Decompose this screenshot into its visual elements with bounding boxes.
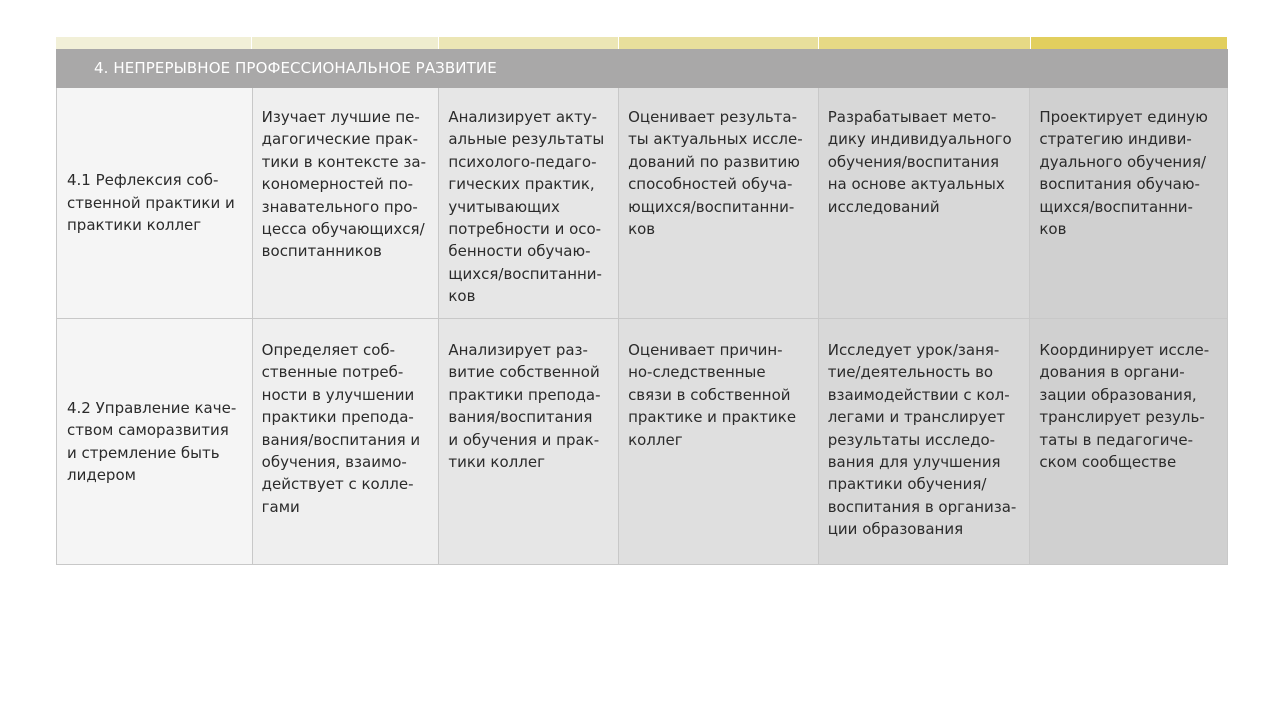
section-title: 4. НЕПРЕРЫВНОЕ ПРОФЕССИОНАЛЬНОЕ РАЗВИТИЕ [56,49,1228,88]
table-cell: Проектирует единую стратегию индиви- дуального обучения/ воспитания обучаю- щихся/воспитанни- ков [1030,88,1227,318]
table-cell: Координирует иссле- дования в органи- зации образования, транслирует резуль- таты в педагогиче- ском сообществе [1030,319,1227,564]
row-label [57,88,253,318]
table-cell: Оценивает результа- ты актуальных иссле- дований по развитию способностей обуча- ющихся/воспитанни- ков [619,88,819,318]
table-cell: Исследует урок/заня- тие/деятельность во взаимодействии с кол- легами и транслирует результаты исследо- вания для улучшения практики обучения/ воспитания в организа- ции образования [819,319,1031,564]
table-row [57,319,1227,565]
strip-segment [439,37,619,49]
table-cell: Разрабатывает мето- дику индивидуального обучения/воспитания на основе актуальных исследований [819,88,1031,318]
row-label-text: 4.1 Рефлексия соб- ственной практики и практики коллег [67,171,235,235]
strip-segment [819,37,1031,49]
table-cell: Анализирует акту- альные результаты психолого-педаго- гических практик, учитывающих потребности и осо- бенности обучаю- щихся/воспитанни- ков [439,88,619,318]
row-label-text: 4.2 Управление каче- ством саморазвития и стремление быть лидером [67,398,237,484]
table-cell: Определяет соб- ственные потреб- ности в улучшении практики препода- вания/воспитания и обучения, взаимо- действует с колле- гами [253,319,440,564]
strip-segment [619,37,819,49]
strip-segment [56,37,252,49]
competency-table [56,37,1228,565]
table-cell: Оценивает причин- но-следственные связи в собственной практике и практике коллег [619,319,819,564]
strip-segment [252,37,439,49]
strip-segment [1031,37,1228,49]
table-row [57,88,1227,319]
table-cell: Анализирует раз- витие собственной практики препода- вания/воспитания и обучения и прак- тики коллег [439,319,619,564]
table-cell: Изучает лучшие пе- дагогические прак- тики в контексте за- кономерностей по- знавательного про- цесса обучающихся/ воспитанников [253,88,440,318]
level-color-strip [56,37,1228,49]
row-label [57,319,253,564]
table-body [56,88,1228,565]
